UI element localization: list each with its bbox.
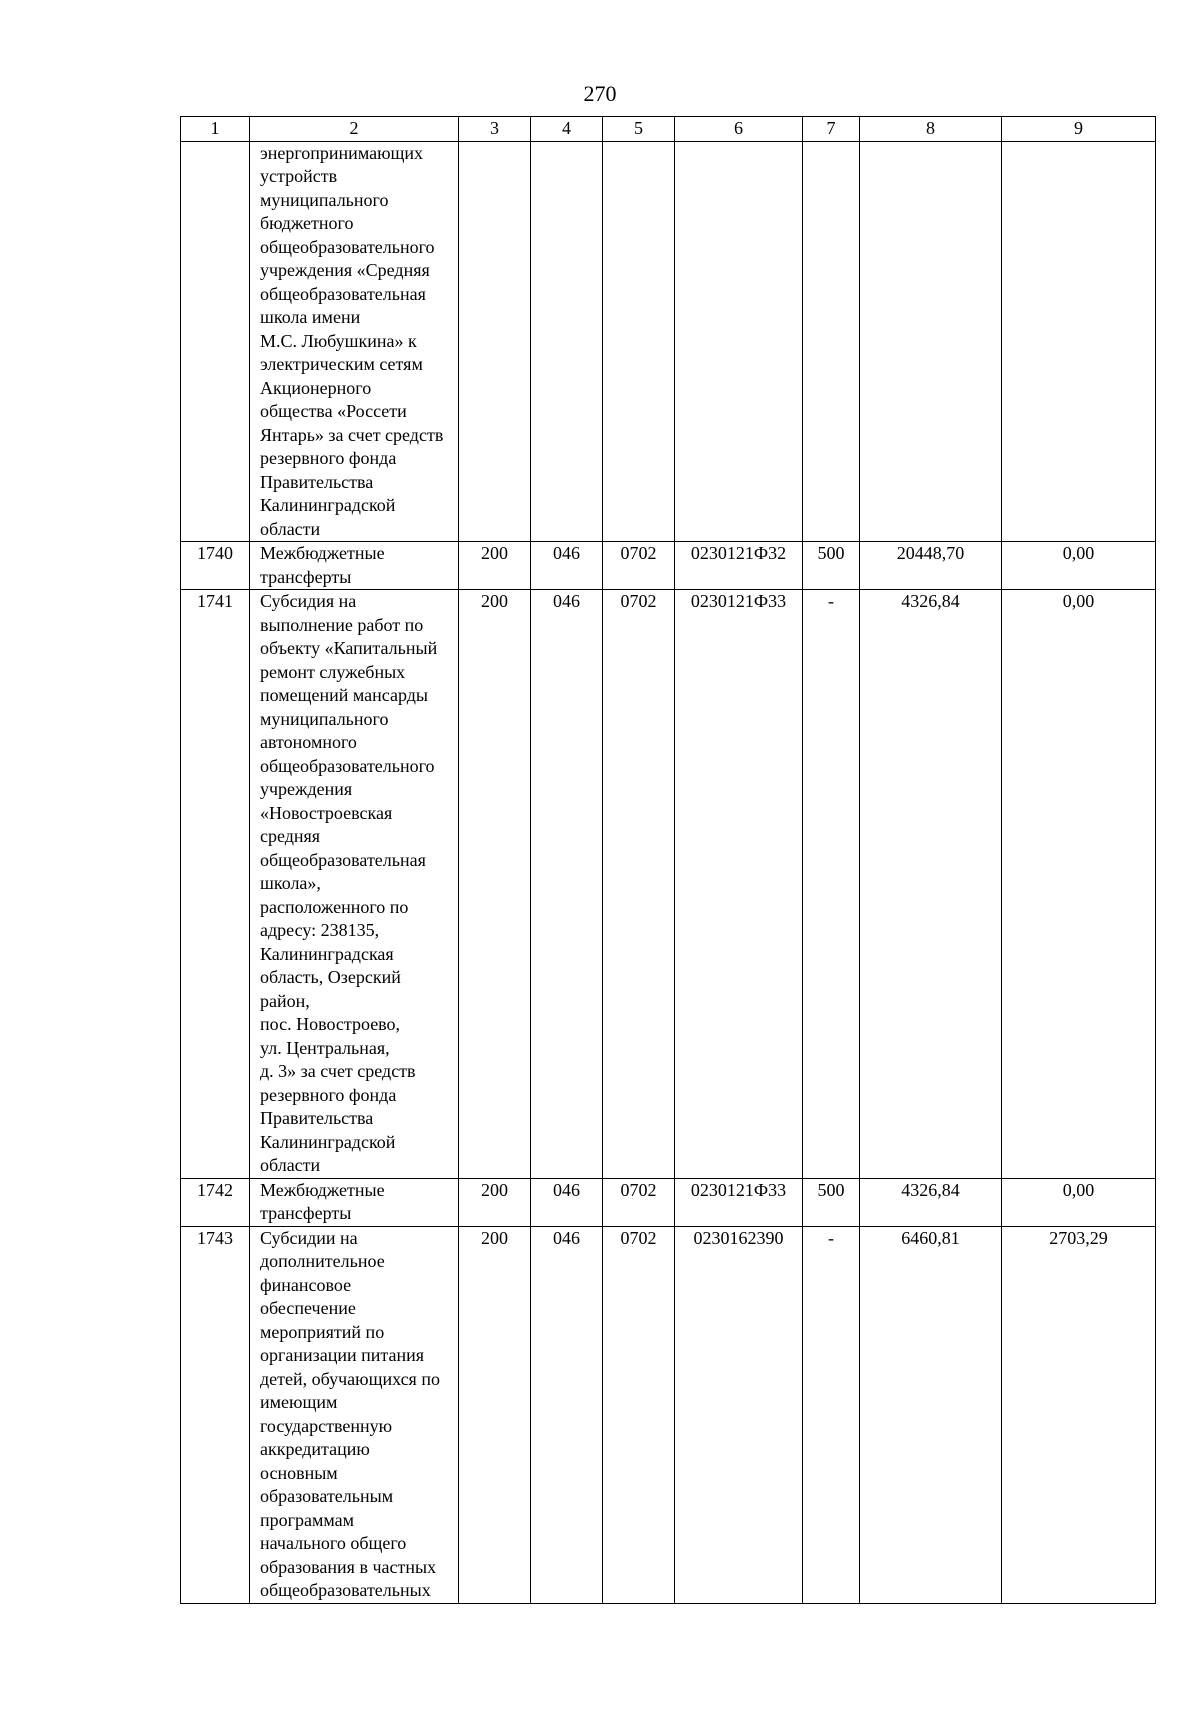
row-col-5 <box>603 141 675 542</box>
row-number: 1740 <box>181 542 250 590</box>
header-cell-4: 4 <box>531 117 603 142</box>
table-row <box>181 542 1156 590</box>
row-description <box>250 1178 459 1226</box>
row-col-5: 0702 <box>603 1178 675 1226</box>
row-col-7: - <box>803 1226 860 1603</box>
row-col-7: - <box>803 590 860 1179</box>
row-col-8 <box>860 141 1002 542</box>
budget-table <box>180 116 1156 1604</box>
row-description <box>250 590 459 1179</box>
row-col-5: 0702 <box>603 542 675 590</box>
row-col-8: 6460,81 <box>860 1226 1002 1603</box>
row-description-text: Субсидия на выполнение работ по объекту «Капитальный ремонт служебных помещений мансарды муниципального автономного общеобразовательного учреждения «Новостроевская средняя общеобразовательная школа», расположенного по адресу: 238135, Калининградская область, Озерский район, пос. Новостроево, ул. Центральная, д. 3» за счет средств резервного фонда Правительства Калининградской области <box>260 591 438 1175</box>
header-cell-8: 8 <box>860 117 1002 142</box>
row-col-6: 0230121Ф32 <box>675 542 803 590</box>
row-col-3: 200 <box>459 1226 531 1603</box>
row-description <box>250 1226 459 1603</box>
row-col-3: 200 <box>459 542 531 590</box>
row-col-8: 20448,70 <box>860 542 1002 590</box>
row-col-7: 500 <box>803 1178 860 1226</box>
row-col-4: 046 <box>531 590 603 1179</box>
row-col-8: 4326,84 <box>860 590 1002 1179</box>
row-description-text: энергопринимающих устройств муниципального бюджетного общеобразовательного учреждения «Средняя общеобразовательная школа имени М.С. Любушкина» к электрическим сетям Акционерного общества «Россети Янтарь» за счет средств резервного фонда Правительства Калининградской области <box>260 142 444 539</box>
header-cell-9: 9 <box>1002 117 1156 142</box>
header-cell-1: 1 <box>181 117 250 142</box>
header-cell-5: 5 <box>603 117 675 142</box>
row-col-3: 200 <box>459 1178 531 1226</box>
header-cell-6: 6 <box>675 117 803 142</box>
row-description-text: Субсидии на дополнительное финансовое обеспечение мероприятий по организации питания детей, обучающихся по имеющим государственную аккредитацию основным образовательным программам начального общего образования в частных общеобразовательных <box>260 1227 440 1600</box>
row-description-text: Межбюджетные трансферты <box>260 1179 385 1223</box>
row-number: 1741 <box>181 590 250 1179</box>
row-col-4: 046 <box>531 1178 603 1226</box>
row-number <box>181 141 250 542</box>
row-col-7 <box>803 141 860 542</box>
row-col-9: 2703,29 <box>1002 1226 1156 1603</box>
row-col-3 <box>459 141 531 542</box>
row-number: 1743 <box>181 1226 250 1603</box>
table-row <box>181 141 1156 542</box>
row-col-5: 0702 <box>603 590 675 1179</box>
row-description <box>250 542 459 590</box>
row-col-4: 046 <box>531 542 603 590</box>
row-col-6: 0230162390 <box>675 1226 803 1603</box>
row-description-text: Межбюджетные трансферты <box>260 543 385 587</box>
table-row <box>181 590 1156 1179</box>
row-col-4 <box>531 141 603 542</box>
header-cell-3: 3 <box>459 117 531 142</box>
header-cell-7: 7 <box>803 117 860 142</box>
row-col-9: 0,00 <box>1002 1178 1156 1226</box>
row-description <box>250 141 459 542</box>
row-col-7: 500 <box>803 542 860 590</box>
row-col-4: 046 <box>531 1226 603 1603</box>
row-col-6: 0230121Ф33 <box>675 1178 803 1226</box>
row-col-8: 4326,84 <box>860 1178 1002 1226</box>
row-col-6: 0230121Ф33 <box>675 590 803 1179</box>
header-cell-2: 2 <box>250 117 459 142</box>
row-col-9 <box>1002 141 1156 542</box>
table-header-row <box>181 117 1156 142</box>
row-col-3: 200 <box>459 590 531 1179</box>
row-col-6 <box>675 141 803 542</box>
row-number: 1742 <box>181 1178 250 1226</box>
row-col-9: 0,00 <box>1002 590 1156 1179</box>
row-col-5: 0702 <box>603 1226 675 1603</box>
table-row <box>181 1178 1156 1226</box>
row-col-9: 0,00 <box>1002 542 1156 590</box>
page-number: 270 <box>583 81 617 106</box>
table-row <box>181 1226 1156 1603</box>
